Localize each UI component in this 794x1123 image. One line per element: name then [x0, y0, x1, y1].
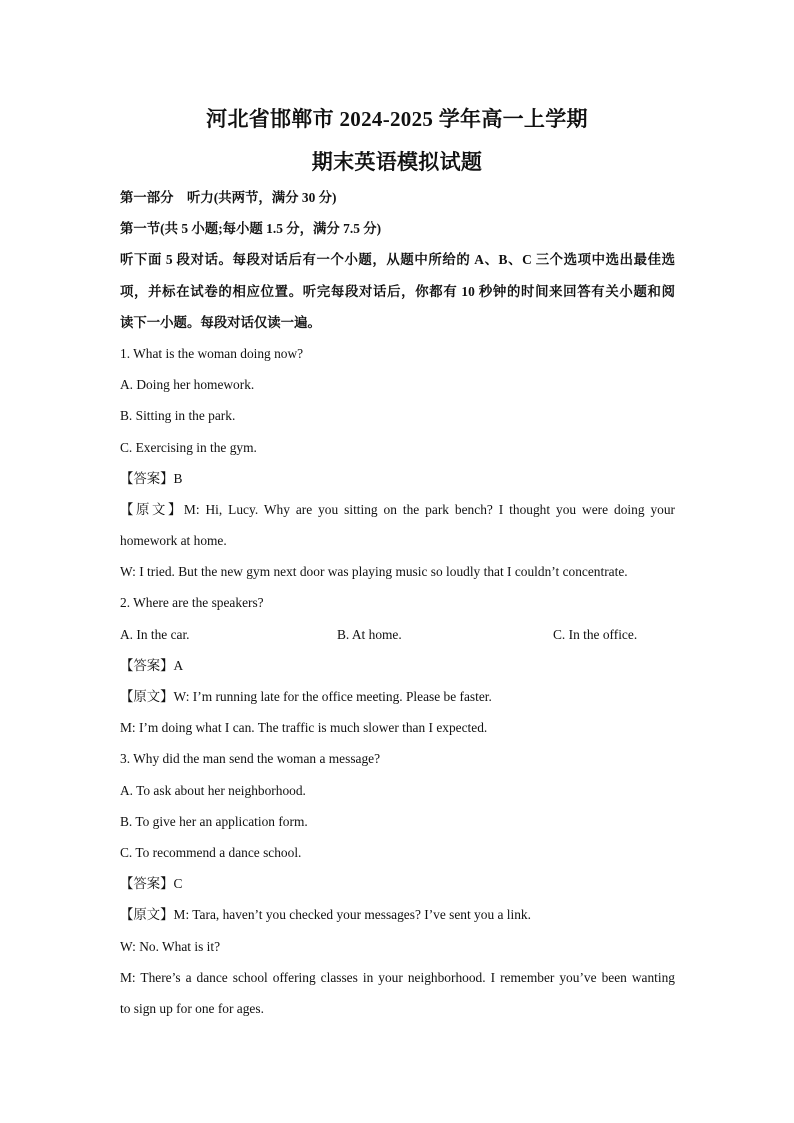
q3-option-b: B. To give her an application form. [120, 813, 308, 829]
q3-option-c: C. To recommend a dance school. [120, 844, 302, 860]
q3-answer: 【答案】C [120, 876, 183, 892]
question-3: 3. Why did the man send the woman a message? [120, 751, 381, 767]
q2-script-line: M: I’m doing what I can. The traffic is much slower than I expected. [120, 720, 488, 736]
q3-script-line: M: There’s a dance school offering classes in your neighborhood. I remember you’ve been wanting [120, 969, 675, 985]
question-2: 2. Where are the speakers? [120, 595, 264, 611]
question-1: 1. What is the woman doing now? [120, 345, 304, 361]
title-line-1: 河北省邯郸市 2024-2025 学年高一上学期 [206, 107, 588, 131]
q2-option-a: A. In the car. [120, 626, 190, 642]
q2-script-line: 【原文】W: I’m running late for the office meeting. Please be faster. [120, 689, 492, 704]
subsection-heading: 第一节(共 5 小题;每小题 1.5 分，满分 7.5 分) [120, 221, 382, 237]
q2-option-c: C. In the office. [553, 626, 638, 642]
title-line-2: 期末英语模拟试题 [311, 150, 483, 174]
q1-script-line: W: I tried. But the new gym next door was playing music so loudly that I couldn’t concentrate. [120, 564, 628, 580]
part-heading: 第一部分 听力(共两节，满分 30 分) [120, 190, 337, 205]
q2-answer: 【答案】A [120, 657, 184, 673]
q1-option-a: A. Doing her homework. [120, 377, 255, 393]
q3-option-a: A. To ask about her neighborhood. [120, 782, 306, 798]
instructions-line: 听下面 5 段对话。每段对话后有一个小题，从题中所给的 A、B、C 三个选项中选出最佳选 [120, 252, 675, 268]
q3-script-line: 【原文】M: Tara, haven’t you checked your messages? I’ve sent you a link. [120, 907, 531, 923]
q1-script-line: homework at home. [120, 533, 227, 549]
q3-script-line: to sign up for one for ages. [120, 1000, 264, 1016]
q2-option-b: B. At home. [337, 626, 402, 642]
q2-options-row [120, 619, 675, 650]
document-body [120, 182, 675, 1024]
q1-answer: 【答案】B [120, 470, 183, 486]
q1-script-line: 【原文】M: Hi, Lucy. Why are you sitting on the park bench? I thought you were doing your [120, 501, 675, 517]
q1-option-b: B. Sitting in the park. [120, 408, 236, 424]
q1-option-c: C. Exercising in the gym. [120, 439, 257, 455]
instructions-line: 项，并标在试卷的相应位置。听完每段对话后，你都有 10 秒钟的时间来回答有关小题和阅 [120, 283, 675, 299]
instructions-line: 读下一小题。每段对话仅读一遍。 [120, 314, 321, 330]
q3-script-line: W: No. What is it? [120, 938, 221, 954]
